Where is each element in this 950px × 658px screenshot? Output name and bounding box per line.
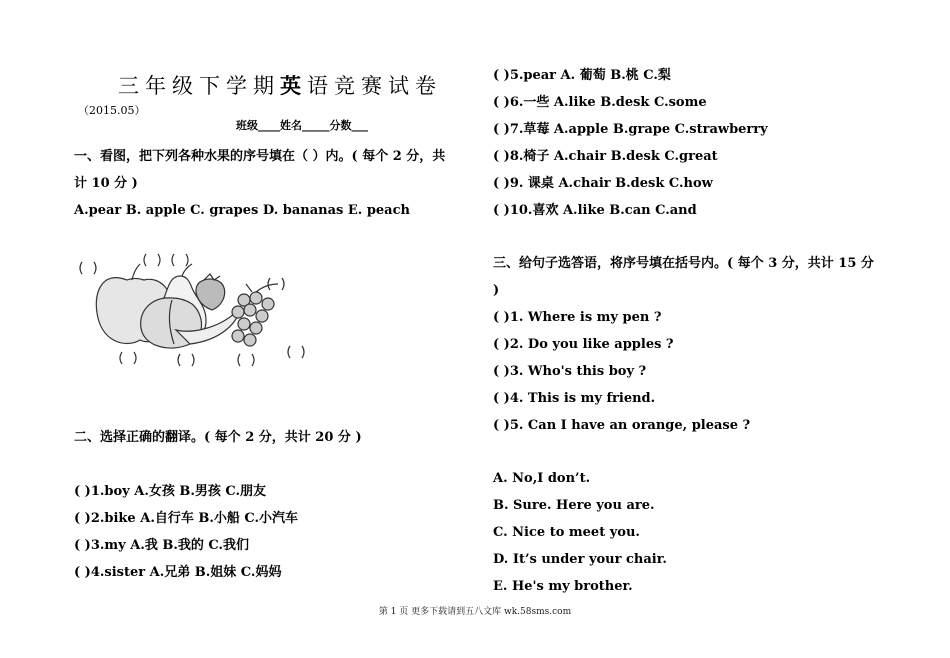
bracket-5: [178, 354, 194, 366]
section3-heading-line2: ): [493, 283, 500, 298]
exam-date: （2015.05）: [78, 104, 146, 117]
title-suffix: 语竞赛试卷: [307, 74, 442, 98]
page-footer: 第 1 页 更多下载请到五八文库 wk.58sms.com: [378, 607, 572, 617]
section3-question-3: ( )3. Who's this boy ?: [493, 364, 647, 379]
section3-answer-a: A. No,I don’t.: [493, 471, 591, 486]
section2-item-6: ( )6.一些 A.like B.desk C.some: [493, 95, 707, 110]
section2-item-1: ( )1.boy A.女孩 B.男孩 C.朋友: [74, 484, 267, 499]
title-prefix: 三年级下学期: [118, 74, 280, 98]
bracket-7: [288, 346, 304, 358]
fruit-illustration: [72, 248, 307, 373]
bracket-6: [238, 354, 254, 366]
section2-item-2: ( )2.bike A.自行车 B.小船 C.小汽车: [74, 511, 299, 526]
bracket-3: [172, 254, 188, 266]
section2-item-7: ( )7.草莓 A.apple B.grape C.strawberry: [493, 122, 768, 137]
section1-heading-line2: 计 10 分 ): [74, 176, 138, 191]
section3-question-5: ( )5. Can I have an orange, please ?: [493, 418, 751, 433]
section2-item-10: ( )10.喜欢 A.like B.can C.and: [493, 203, 697, 218]
section3-question-2: ( )2. Do you like apples ?: [493, 337, 674, 352]
section3-answer-d: D. It’s under your chair.: [493, 552, 667, 567]
section2-item-4: ( )4.sister A.兄弟 B.姐妹 C.妈妈: [74, 565, 282, 580]
fruit-drawing: [80, 254, 304, 366]
bracket-4: [120, 352, 136, 364]
section1-heading-line1: 一、看图，把下列各种水果的序号填在（ ）内。( 每个 2 分，共: [74, 149, 446, 164]
page-title: [118, 70, 442, 100]
title-bold-char: 英: [280, 73, 307, 98]
section2-item-8: ( )8.椅子 A.chair B.desk C.great: [493, 149, 718, 164]
section1-options: A.pear B. apple C. grapes D. bananas E. peach: [74, 203, 410, 218]
bracket-1: [80, 262, 96, 274]
bracket-2: [144, 254, 160, 266]
section3-answer-b: B. Sure. Here you are.: [493, 498, 655, 513]
section3-question-4: ( )4. This is my friend.: [493, 391, 656, 406]
section2-heading: 二、选择正确的翻译。( 每个 2 分，共计 20 分 ): [74, 430, 362, 445]
student-info-line: 班级____姓名_____分数___: [236, 119, 368, 132]
section3-answer-e: E. He's my brother.: [493, 579, 633, 594]
section2-item-3: ( )3.my A.我 B.我的 C.我们: [74, 538, 250, 553]
section2-item-9: ( )9. 课桌 A.chair B.desk C.how: [493, 176, 713, 191]
section3-question-1: ( )1. Where is my pen ?: [493, 310, 662, 325]
section2-item-5: ( )5.pear A. 葡萄 B.桃 C.梨: [493, 68, 671, 83]
section3-answer-c: C. Nice to meet you.: [493, 525, 640, 540]
section3-heading-line1: 三、给句子选答语，将序号填在括号内。( 每个 3 分，共计 15 分: [493, 256, 874, 271]
